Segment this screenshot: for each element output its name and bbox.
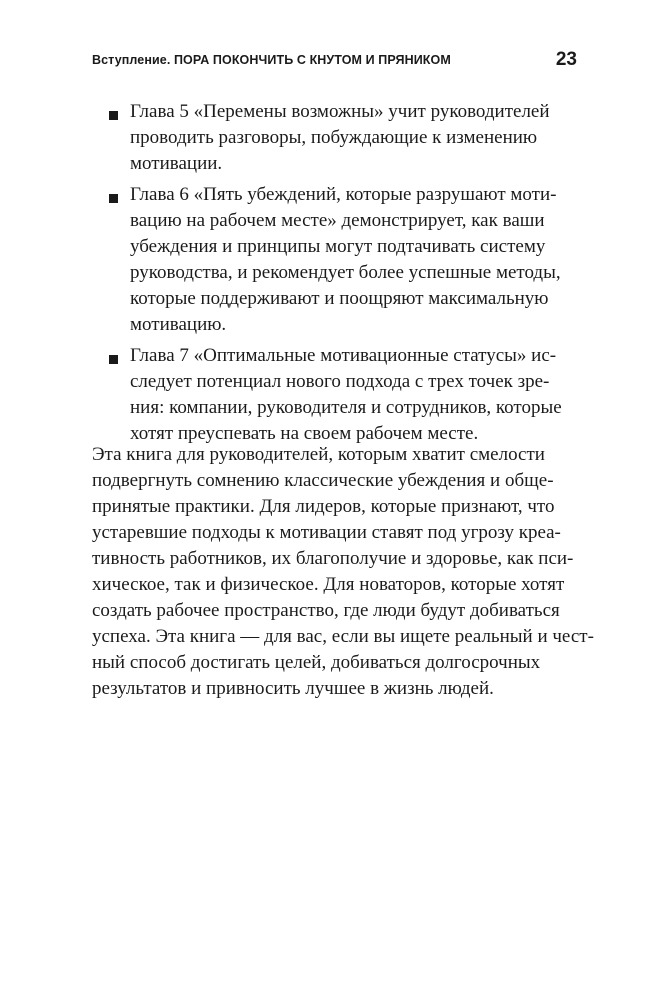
text-line: результатов и привносить лучшее в жизнь людей.	[92, 678, 494, 699]
chapter-list-item-5	[92, 99, 580, 177]
text-line: тивность работников, их благополучие и здоровье, как пси-	[92, 548, 574, 569]
running-head: Вступление. ПОРА ПОКОНЧИТЬ С КНУТОМ И ПРЯНИКОМ	[92, 53, 451, 67]
square-bullet-icon	[109, 111, 118, 120]
text-line: Глава 7 «Оптимальные мотивационные статусы» ис-	[130, 345, 557, 366]
text-line: следует потенциал нового подхода с трех точек зре-	[130, 371, 550, 392]
text-line: успеха. Эта книга — для вас, если вы ищете реальный и чест-	[92, 626, 594, 647]
text-line: руководства, и рекомендует более успешные методы,	[130, 262, 561, 283]
text-line: создать рабочее пространство, где люди будут добиваться	[92, 600, 560, 621]
body-paragraph	[92, 442, 594, 702]
text-line: ния: компании, руководителя и сотрудников, которые	[130, 397, 562, 418]
text-line: устаревшие подходы к мотивации ставят под угрозу креа-	[92, 522, 561, 543]
text-line: мотивации.	[130, 153, 223, 174]
text-line: хотят преуспевать на своем рабочем месте.	[130, 423, 479, 444]
text-line: мотивацию.	[130, 314, 227, 335]
chapter-list-item-7	[92, 343, 580, 447]
text-line: ный способ достигать целей, добиваться долгосрочных	[92, 652, 541, 673]
text-line: Эта книга для руководителей, которым хватит смелости	[92, 444, 545, 465]
chapter-list-item-6	[92, 182, 580, 338]
chapter-list	[92, 99, 580, 452]
text-line: принятые практики. Для лидеров, которые признают, что	[92, 496, 555, 517]
square-bullet-icon	[109, 355, 118, 364]
text-line: проводить разговоры, побуждающие к изменению	[130, 127, 538, 148]
text-line: убеждения и принципы могут подтачивать систему	[130, 236, 546, 257]
text-line: которые поддерживают и поощряют максимальную	[130, 288, 549, 309]
text-line: Глава 5 «Перемены возможны» учит руководителей	[130, 101, 550, 122]
text-line: подвергнуть сомнению классические убеждения и обще-	[92, 470, 554, 491]
text-line: вацию на рабочем месте» демонстрирует, как ваши	[130, 210, 545, 231]
text-line: Глава 6 «Пять убеждений, которые разрушают моти-	[130, 184, 557, 205]
text-line: хическое, так и физическое. Для новаторов, которые хотят	[92, 574, 565, 595]
page-number: 23	[555, 49, 577, 70]
square-bullet-icon	[109, 194, 118, 203]
